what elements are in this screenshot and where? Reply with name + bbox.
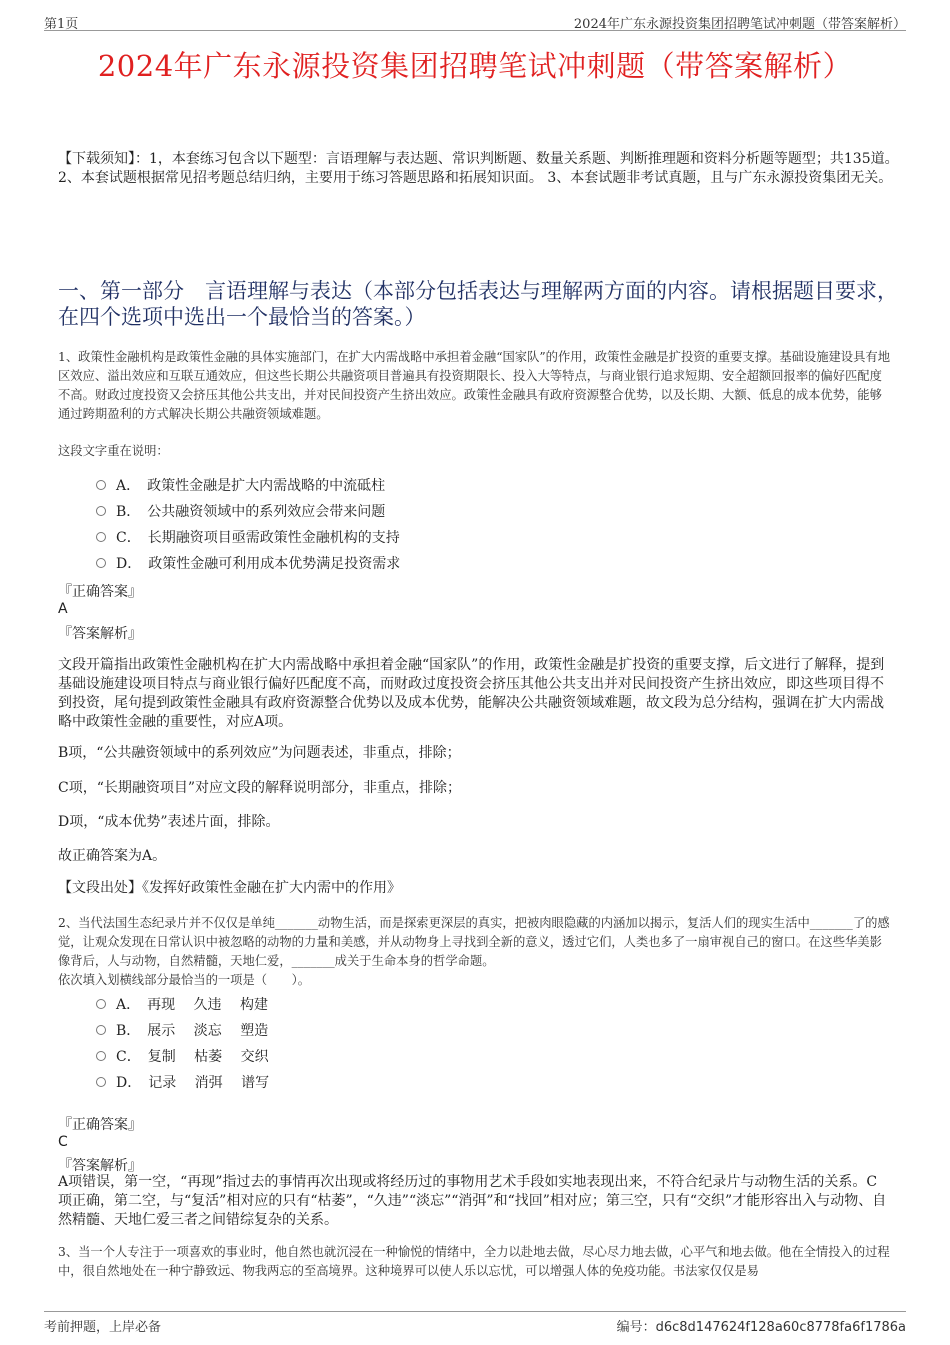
q2-stem: 2、当代法国生态纪录片并不仅仅是单纯_______动物生活，而是探索更深层的真实，把被肉眼隐藏的内涵加以揭示，复活人们的现实生活中_______了的感觉，让观众发现在日常认识中被忽略的动物的力量和美感，并从动物身上寻找到全新的意义，透过它们，人类也多了一扇审视自己的窗口。在这些华美影像背后，人与动物，自然精髓，天地仁爱，_______成关于生命本身的哲学命题。: [58, 916, 890, 968]
footer-divider: [44, 1311, 906, 1312]
q1-conclusion: 故正确答案为A。: [58, 848, 167, 864]
radio-icon[interactable]: [96, 1077, 106, 1087]
q1-analysis-c: C项，“长期融资项目”对应文段的解释说明部分，非重点，排除；: [58, 780, 462, 796]
q1-analysis-b: B项，“公共融资领域中的系列效应”为问题表述，非重点，排除；: [58, 745, 461, 761]
q1-option-a[interactable]: A． 政策性金融是扩大内需战略的中流砥柱: [96, 476, 385, 496]
q2-option-a[interactable]: A． 再现 久违 构建: [96, 995, 268, 1015]
q1-stem: 1、政策性金融机构是政策性金融的具体实施部门，在扩大内需战略中承担着金融“国家队”的作用，政策性金融是扩投资的重要支撑。基础设施建设具有地区效应、溢出效应和互联互通效应，但这些长期公共融资项目普遍具有投资期限长、投入大等特点，与商业银行追求短期、安全超额回报率的偏好匹配度不高。财政过度投资又会挤压其他公共支出，并对民间投资产生挤出效应。政策性金融具有政府资源整合优势，以及长期、大额、低息的成本优势，能够通过跨期盈利的方式解决长期公共融资领域难题。: [58, 350, 890, 421]
header-doc-title: 2024年广东永源投资集团招聘笔试冲刺题（带答案解析）: [573, 17, 906, 32]
q2-analysis: A项错误，第一空，“再现”指过去的事情再次出现或将经历过的事物用艺术手段如实地表现出来，不符合纪录片与动物生活的关系。C项正确，第二空，与“复活”相对应的只有“枯萎”，“久违”“淡忘”“消弭”和“找回”相对应；第三空，只有“交织”才能形容出入与动物、自然精髓、天地仁爱三者之间错综复杂的关系。: [58, 1174, 887, 1228]
q2-option-b[interactable]: B． 展示 淡忘 塑造: [96, 1021, 268, 1041]
q3-stem: 3、当一个人专注于一项喜欢的事业时，他自然也就沉浸在一种愉悦的情绪中，全力以赴地去做，尽心尽力地去做，心平气和地去做。他在全情投入的过程中，很自然地处在一种宁静致远、物我两忘的至高境界。这种境界可以使人乐以忘忧，可以增强人体的免疫功能。书法家仅仅是易: [58, 1245, 890, 1278]
page-number: 第1页: [44, 17, 79, 32]
q1-answer-label: 『正确答案』: [58, 584, 142, 600]
radio-icon[interactable]: [96, 506, 106, 516]
q2-answer-label: 『正确答案』: [58, 1117, 142, 1133]
q1-answer: A: [58, 601, 68, 617]
q1-source: 【文段出处】《发挥好政策性金融在扩大内需中的作用》: [58, 880, 401, 896]
q2-option-d[interactable]: D． 记录 消弭 谱写: [96, 1073, 269, 1093]
radio-icon[interactable]: [96, 1051, 106, 1061]
radio-icon[interactable]: [96, 558, 106, 568]
radio-icon[interactable]: [96, 1025, 106, 1035]
radio-icon[interactable]: [96, 999, 106, 1009]
q1-option-c[interactable]: C． 长期融资项目亟需政策性金融机构的支持: [96, 528, 400, 548]
radio-icon[interactable]: [96, 532, 106, 542]
q1-question: 这段文字重在说明：: [58, 444, 169, 458]
q1-option-b[interactable]: B． 公共融资领域中的系列效应会带来问题: [96, 502, 385, 522]
q1-analysis-d: D项，“成本优势”表述片面，排除。: [58, 814, 280, 830]
section-heading: 一、第一部分 言语理解与表达（本部分包括表达与理解两方面的内容。请根据题目要求，在四个选项中选出一个最恰当的答案。）: [58, 279, 898, 329]
q1-option-d[interactable]: D． 政策性金融可利用成本优势满足投资需求: [96, 554, 400, 574]
q1-analysis-main: 文段开篇指出政策性金融机构在扩大内需战略中承担着金融“国家队”的作用，政策性金融是扩投资的重要支撑，后文进行了解释，提到基础设施建设项目特点与商业银行偏好匹配度不高，而财政过度投资会挤压其他公共支出并对民间投资产生挤出效应，即这些项目得不到投资，尾句提到政策性金融具有政府资源整合优势以及成本优势，能解决公共融资领域难题，故文段为总分结构，强调在扩大内需战略中政策性金融的重要性，对应A项。: [58, 657, 885, 730]
download-notice: 【下载须知】：1，本套练习包含以下题型：言语理解与表达题、常识判断题、数量关系题、判断推理题和资料分析题等题型；共135道。 2、本套试题根据常见招考题总结归纳，主要用于练习答题思路和拓展知识面。 3、本套试题非考试真题，且与广东永源投资集团无关。: [58, 151, 899, 186]
footer-code: 编号：d6c8d147624f128a60c8778fa6f1786a: [616, 1320, 906, 1335]
q2-answer: C: [58, 1134, 68, 1150]
radio-icon[interactable]: [96, 480, 106, 490]
q2-option-c[interactable]: C． 复制 枯萎 交织: [96, 1047, 269, 1067]
q2-analysis-label: 『答案解析』: [58, 1158, 142, 1174]
footer-slogan: 考前押题，上岸必备: [44, 1320, 162, 1335]
page-title: 2024年广东永源投资集团招聘笔试冲刺题（带答案解析）: [97, 49, 853, 83]
header-divider: [44, 30, 906, 31]
q1-analysis-label: 『答案解析』: [58, 626, 142, 642]
q2-question: 依次填入划横线部分最恰当的一项是（ ）。: [58, 973, 311, 987]
